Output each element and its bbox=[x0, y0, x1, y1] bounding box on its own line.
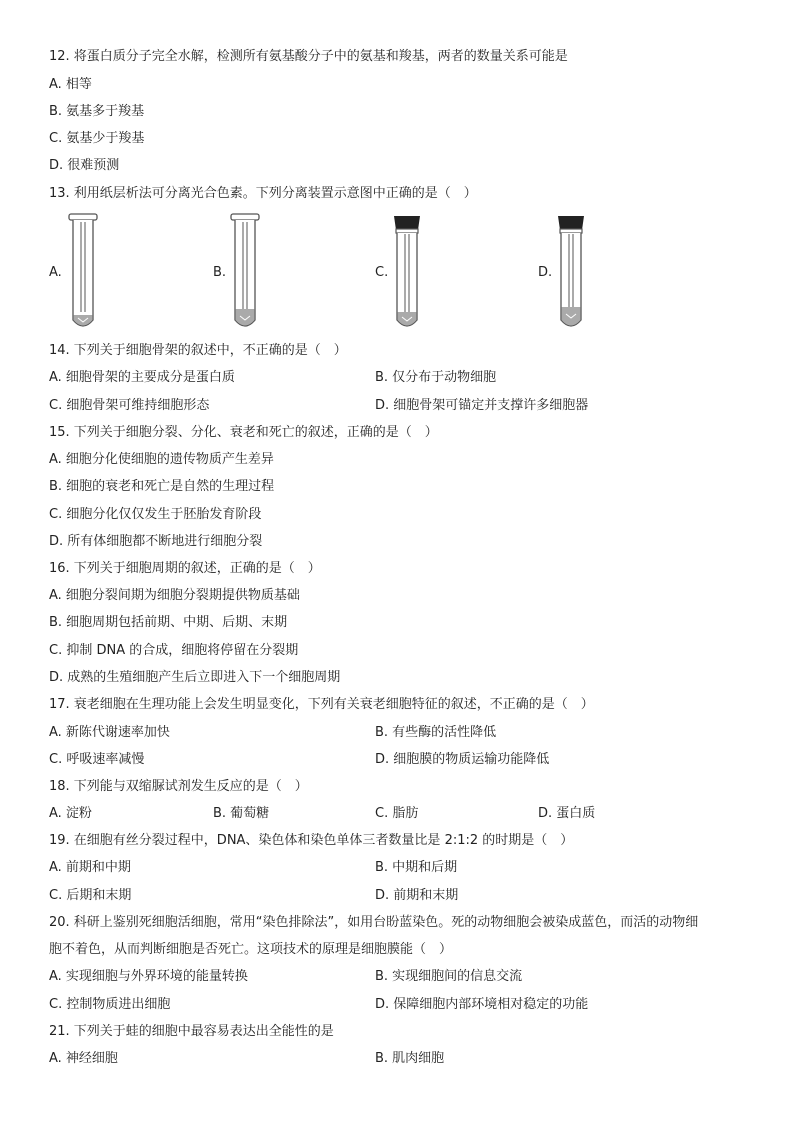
q12-stem: 12. 将蛋白质分子完全水解，检测所有氨基酸分子中的氨基和羧基，两者的数量关系可能是 bbox=[49, 49, 568, 64]
q20-option-b: B. 实现细胞间的信息交流 bbox=[375, 969, 523, 984]
q20-option-d: D. 保障细胞内部环境相对稳定的功能 bbox=[375, 997, 589, 1012]
test-tube-a-figure bbox=[66, 212, 100, 334]
test-tube-c-figure bbox=[390, 212, 424, 334]
q19-stem: 19. 在细胞有丝分裂过程中，DNA、染色体和染色单体三者数量比是 2:1:2 的时期是（ ） bbox=[49, 833, 574, 848]
q18-stem: 18. 下列能与双缩脲试剂发生反应的是（ ） bbox=[49, 779, 308, 794]
q21-option-a: A. 神经细胞 bbox=[49, 1051, 118, 1066]
q19-option-c: C. 后期和末期 bbox=[49, 888, 132, 903]
q17-stem: 17. 衰老细胞在生理功能上会发生明显变化，下列有关衰老细胞特征的叙述，不正确的是（ ） bbox=[49, 697, 594, 712]
q17-option-b: B. 有些酶的活性降低 bbox=[375, 725, 497, 740]
q20-stem-line1: 20. 科研上鉴别死细胞活细胞，常用“染色排除法”，如用台盼蓝染色。死的动物细胞会被染成蓝色，而活的动物细 bbox=[49, 915, 699, 930]
q13-option-d: D. bbox=[538, 265, 553, 280]
q19-option-d: D. 前期和末期 bbox=[375, 888, 459, 903]
q21-option-b: B. 肌肉细胞 bbox=[375, 1051, 445, 1066]
test-tube-b-figure bbox=[228, 212, 262, 334]
q16-option-a: A. 细胞分裂间期为细胞分裂期提供物质基础 bbox=[49, 588, 300, 603]
q14-option-a: A. 细胞骨架的主要成分是蛋白质 bbox=[49, 370, 235, 385]
q14-option-c: C. 细胞骨架可维持细胞形态 bbox=[49, 398, 210, 413]
q15-option-c: C. 细胞分化仅仅发生于胚胎发育阶段 bbox=[49, 507, 262, 522]
q18-option-c: C. 脂肪 bbox=[375, 806, 419, 821]
q13-option-b: B. bbox=[213, 265, 227, 280]
q14-option-d: D. 细胞骨架可锚定并支撑许多细胞器 bbox=[375, 398, 589, 413]
q20-option-a: A. 实现细胞与外界环境的能量转换 bbox=[49, 969, 248, 984]
q18-option-d: D. 蛋白质 bbox=[538, 806, 596, 821]
q19-option-a: A. 前期和中期 bbox=[49, 860, 131, 875]
q21-stem: 21. 下列关于蛙的细胞中最容易表达出全能性的是 bbox=[49, 1024, 334, 1039]
q17-option-d: D. 细胞膜的物质运输功能降低 bbox=[375, 752, 550, 767]
q20-option-c: C. 控制物质进出细胞 bbox=[49, 997, 171, 1012]
q12-option-b: B. 氨基多于羧基 bbox=[49, 104, 145, 119]
q17-option-c: C. 呼吸速率减慢 bbox=[49, 752, 145, 767]
q13-option-c: C. bbox=[375, 265, 389, 280]
q12-option-d: D. 很难预测 bbox=[49, 158, 120, 173]
q16-option-c: C. 抑制 DNA 的合成，细胞将停留在分裂期 bbox=[49, 643, 299, 658]
q18-option-a: A. 淀粉 bbox=[49, 806, 92, 821]
q12-option-a: A. 相等 bbox=[49, 77, 92, 92]
q15-stem: 15. 下列关于细胞分裂、分化、衰老和死亡的叙述，正确的是（ ） bbox=[49, 425, 438, 440]
q16-stem: 16. 下列关于细胞周期的叙述，正确的是（ ） bbox=[49, 561, 321, 576]
q17-option-a: A. 新陈代谢速率加快 bbox=[49, 725, 170, 740]
q19-option-b: B. 中期和后期 bbox=[375, 860, 458, 875]
q15-option-b: B. 细胞的衰老和死亡是自然的生理过程 bbox=[49, 479, 275, 494]
q16-option-b: B. 细胞周期包括前期、中期、后期、末期 bbox=[49, 615, 288, 630]
q15-option-d: D. 所有体细胞都不断地进行细胞分裂 bbox=[49, 534, 263, 549]
q12-option-c: C. 氨基少于羧基 bbox=[49, 131, 145, 146]
q20-stem-line2: 胞不着色，从而判断细胞是否死亡。这项技术的原理是细胞膜能（ ） bbox=[49, 942, 453, 957]
q18-option-b: B. 葡萄糖 bbox=[213, 806, 270, 821]
q14-option-b: B. 仅分布于动物细胞 bbox=[375, 370, 497, 385]
q14-stem: 14. 下列关于细胞骨架的叙述中，不正确的是（ ） bbox=[49, 343, 347, 358]
q13-option-a: A. bbox=[49, 265, 62, 280]
test-tube-d-figure bbox=[554, 212, 588, 334]
q16-option-d: D. 成熟的生殖细胞产生后立即进入下一个细胞周期 bbox=[49, 670, 341, 685]
q13-stem: 13. 利用纸层析法可分离光合色素。下列分离装置示意图中正确的是（ ） bbox=[49, 186, 477, 201]
q15-option-a: A. 细胞分化使细胞的遗传物质产生差异 bbox=[49, 452, 274, 467]
